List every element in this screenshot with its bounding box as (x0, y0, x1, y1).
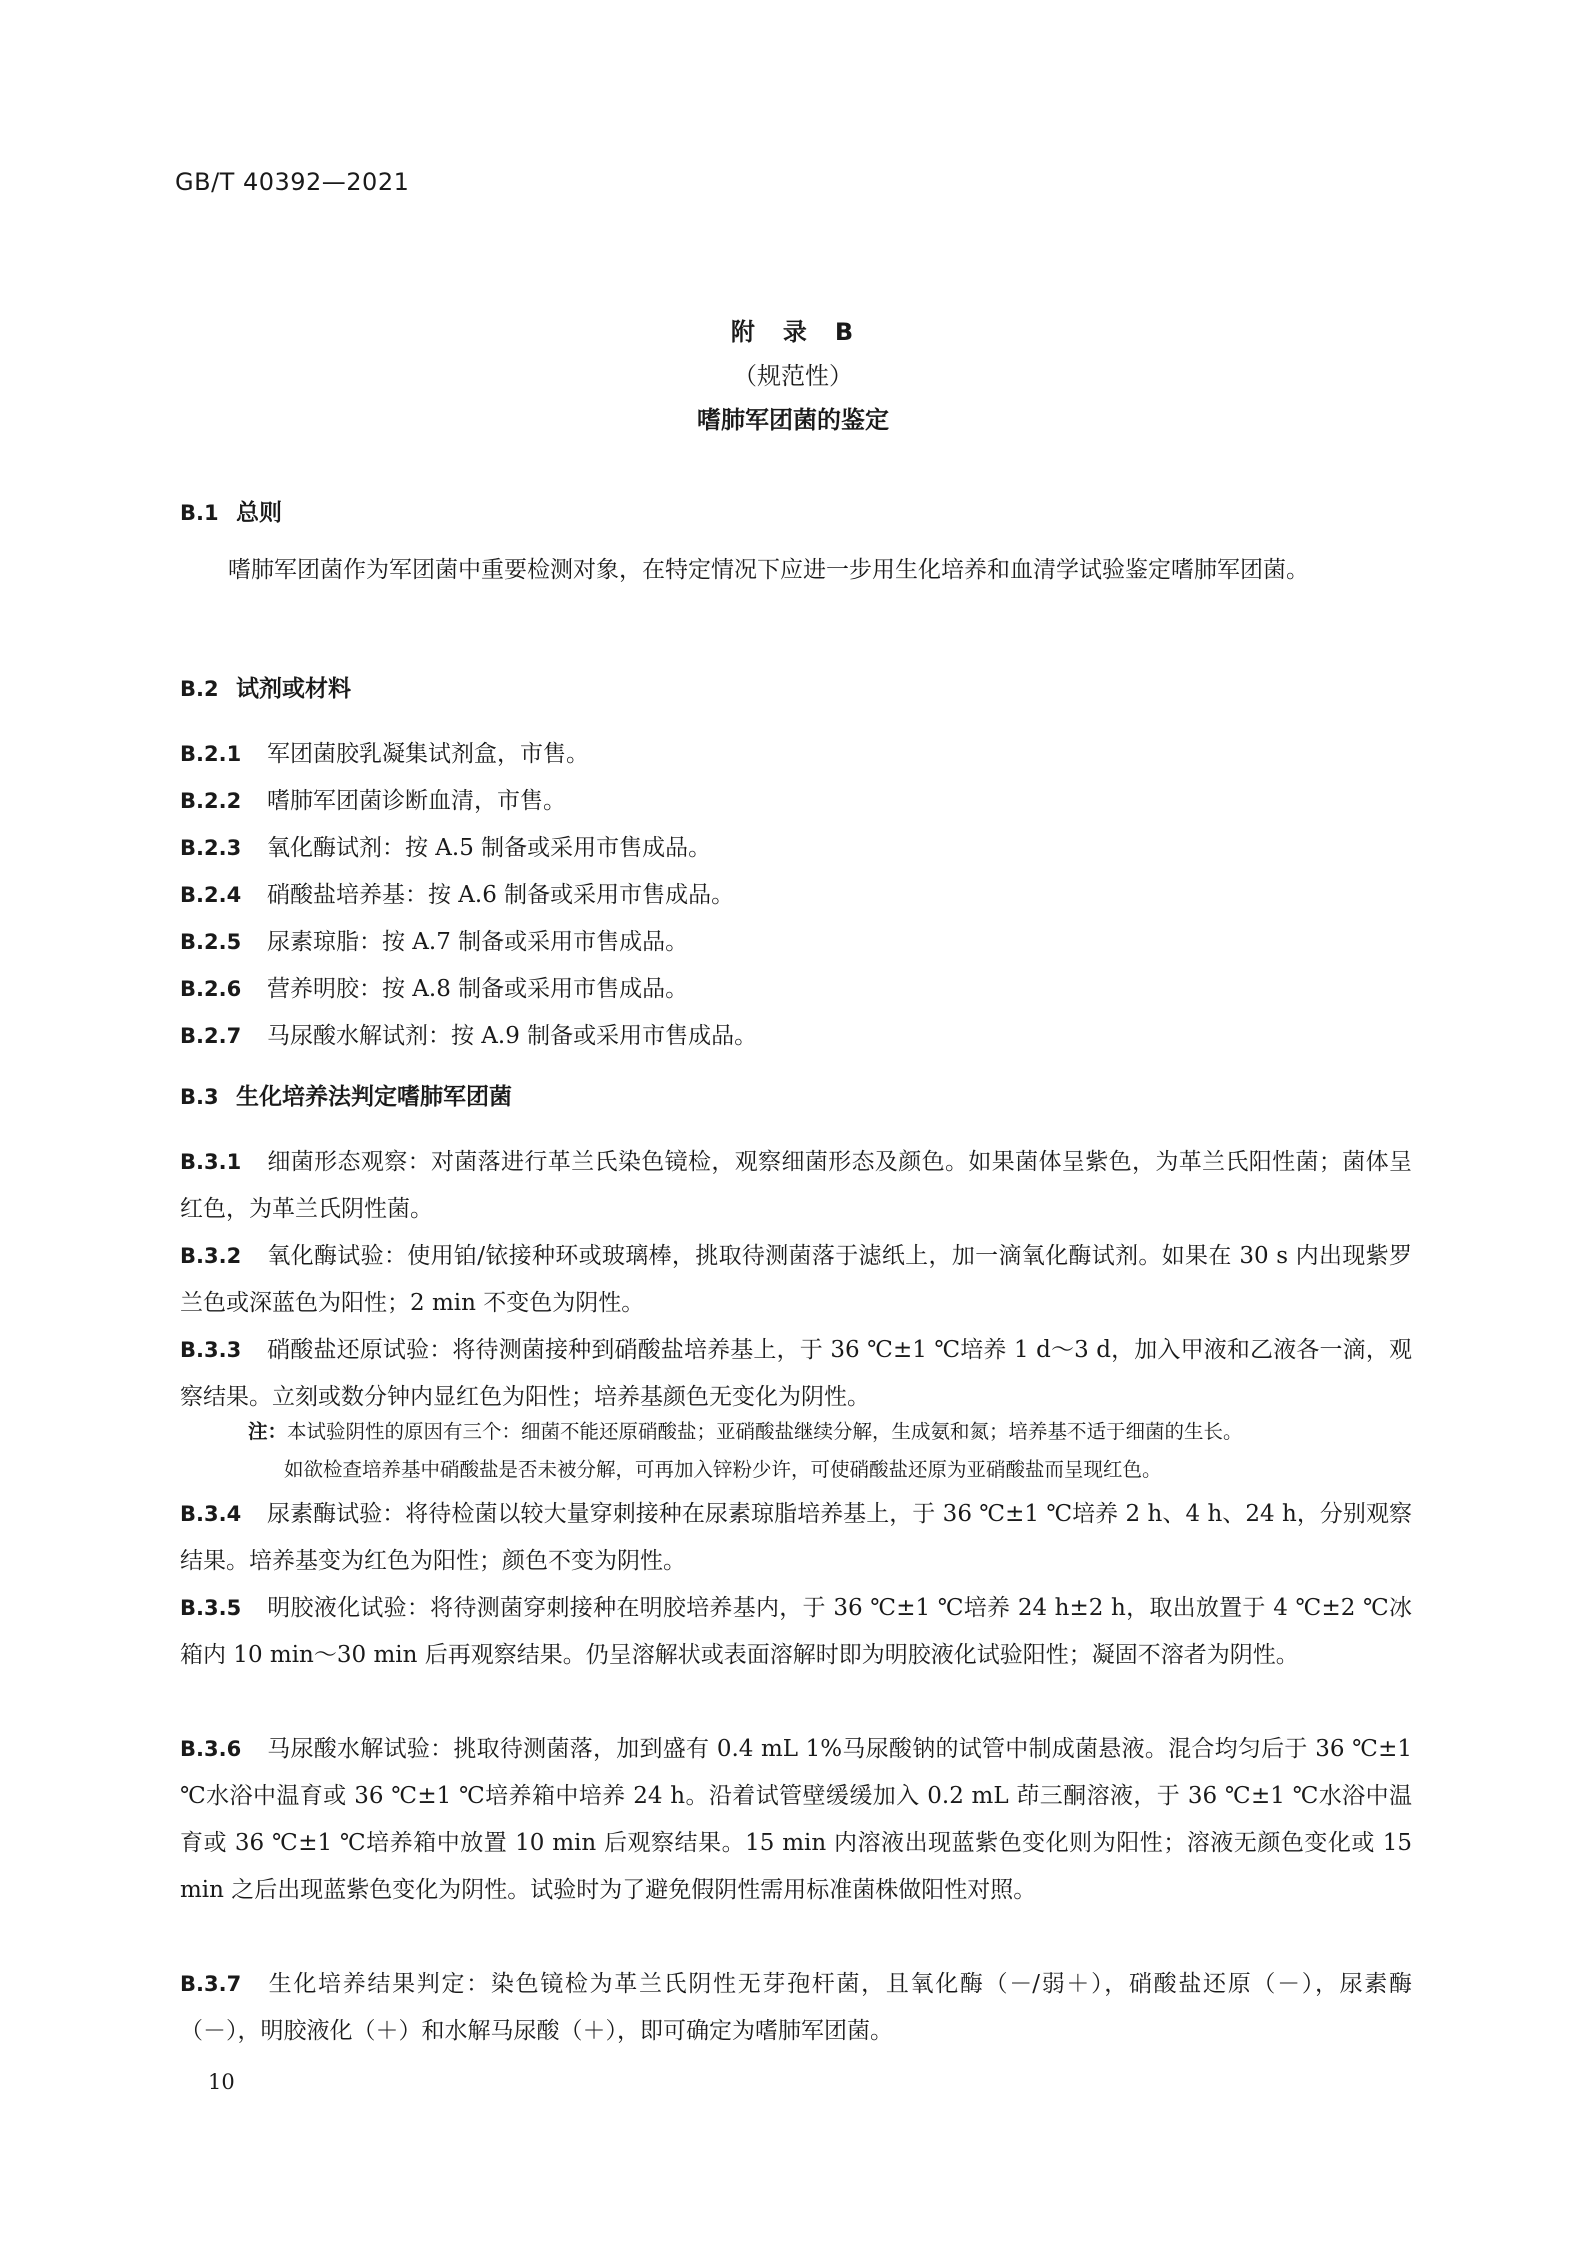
item-number: B.2.4 (180, 883, 242, 907)
item-number: B.2.7 (180, 1024, 242, 1048)
item-number: B.3.2 (180, 1244, 242, 1268)
item-number: B.3.5 (180, 1596, 242, 1620)
section-number: B.3 (180, 1085, 219, 1109)
note-label: 注： (248, 1420, 288, 1443)
note-text: 本试验阴性的原因有三个：细菌不能还原硝酸盐；亚硝酸盐继续分解，生成氨和氮；培养基不适于细菌的生长。 (287, 1420, 1243, 1443)
list-item (180, 778, 1412, 825)
section-heading-b2 (180, 670, 351, 703)
item-text: 氧化酶试剂：按 A.5 制备或采用市售成品。 (267, 835, 712, 861)
page-number: 10 (208, 2070, 235, 2094)
item-number: B.2.5 (180, 930, 242, 954)
section-heading-b1 (180, 494, 282, 527)
item-number: B.3.1 (180, 1150, 242, 1174)
item-text: 尿素酶试验：将待检菌以较大量穿刺接种在尿素琼脂培养基上，于 36 ℃±1 ℃培养 2 h、4 h、24 h，分别观察结果。培养基变为红色为阳性；颜色不变为阴性。 (180, 1501, 1412, 1574)
list-item (180, 1585, 1412, 1679)
list-item (180, 1013, 1412, 1060)
item-text: 军团菌胶乳凝集试剂盒，市售。 (267, 741, 589, 767)
item-text: 氧化酶试验：使用铂/铱接种环或玻璃棒，挑取待测菌落于滤纸上，加一滴氧化酶试剂。如果在 30 s 内出现紫罗兰色或深蓝色为阳性；2 min 不变色为阴性。 (180, 1243, 1412, 1316)
item-number: B.2.1 (180, 742, 242, 766)
list-item (180, 1327, 1412, 1421)
appendix-normativity: （规范性） (733, 362, 853, 390)
section-number: B.2 (180, 677, 219, 701)
section-number: B.1 (180, 501, 219, 525)
item-text: 细菌形态观察：对菌落进行革兰氏染色镜检，观察细菌形态及颜色。如果菌体呈紫色，为革兰氏阳性菌；菌体呈红色，为革兰氏阴性菌。 (180, 1149, 1412, 1222)
note-line: 如欲检查培养基中硝酸盐是否未被分解，可再加入锌粉少许，可使硝酸盐还原为亚硝酸盐而呈现红色。 (284, 1458, 1162, 1481)
item-text: 营养明胶：按 A.8 制备或采用市售成品。 (267, 976, 689, 1002)
note-block (248, 1413, 1412, 1489)
section-heading-b3 (180, 1078, 512, 1111)
list-item (180, 825, 1412, 872)
item-number: B.3.7 (180, 1972, 242, 1996)
section-b1-paragraph: 嗜肺军团菌作为军团菌中重要检测对象，在特定情况下应进一步用生化培养和血清学试验鉴定嗜肺军团菌。 (228, 557, 1309, 583)
list-item (180, 1139, 1412, 1233)
item-text: 嗜肺军团菌诊断血清，市售。 (267, 788, 566, 814)
list-item (180, 1233, 1412, 1327)
item-number: B.3.3 (180, 1338, 242, 1362)
standard-number: GB/T 40392—2021 (175, 168, 410, 196)
list-item (180, 1961, 1412, 2055)
section-title: 试剂或材料 (236, 676, 351, 702)
section-title: 总则 (236, 500, 282, 526)
item-text: 硝酸盐还原试验：将待测菌接种到硝酸盐培养基上，于 36 ℃±1 ℃培养 1 d～3 d，加入甲液和乙液各一滴，观察结果。立刻或数分钟内显红色为阳性；培养基颜色无变化为阴性。 (180, 1337, 1412, 1410)
list-item (180, 919, 1412, 966)
list-item (180, 966, 1412, 1013)
item-text: 明胶液化试验：将待测菌穿刺接种在明胶培养基内，于 36 ℃±1 ℃培养 24 h±2 h，取出放置于 4 ℃±2 ℃冰箱内 10 min～30 min 后再观察结果。仍呈溶解状或表面溶解时即为明胶液化试验阳性；凝固不溶者为阴性。 (180, 1595, 1412, 1668)
item-text: 硝酸盐培养基：按 A.6 制备或采用市售成品。 (267, 882, 735, 908)
item-text: 尿素琼脂：按 A.7 制备或采用市售成品。 (267, 929, 689, 955)
item-text: 马尿酸水解试验：挑取待测菌落，加到盛有 0.4 mL 1%马尿酸钠的试管中制成菌悬液。混合均匀后于 36 ℃±1 ℃水浴中温育或 36 ℃±1 ℃培养箱中培养 24 h。沿着试管壁缓缓加入 0.2 mL 茚三酮溶液，于 36 ℃±1 ℃水浴中温育或 36 ℃±1 ℃培养箱中放置 10 min 后观察结果。15 min 内溶液出现蓝紫色变化则为阳性；溶液无颜色变化或 15 min 之后出现蓝紫色变化为阴性。试验时为了避免假阴性需用标准菌株做阳性对照。 (180, 1736, 1412, 1903)
appendix-label: 附 录 B (730, 318, 856, 346)
item-number: B.3.4 (180, 1502, 242, 1526)
appendix-title: 嗜肺军团菌的鉴定 (697, 406, 889, 434)
item-number: B.3.6 (180, 1737, 242, 1761)
list-item (180, 1491, 1412, 1585)
list-item (180, 872, 1412, 919)
section-title: 生化培养法判定嗜肺军团菌 (236, 1084, 512, 1110)
list-item (180, 731, 1412, 778)
item-text: 生化培养结果判定：染色镜检为革兰氏阴性无芽孢杆菌，且氧化酶（－/弱＋），硝酸盐还原（－），尿素酶（－），明胶液化（＋）和水解马尿酸（＋），即可确定为嗜肺军团菌。 (180, 1971, 1412, 2044)
list-item (180, 1726, 1412, 1914)
note-line (248, 1413, 1412, 1451)
item-text: 马尿酸水解试剂：按 A.9 制备或采用市售成品。 (267, 1023, 758, 1049)
item-number: B.2.6 (180, 977, 242, 1001)
item-number: B.2.2 (180, 789, 242, 813)
item-number: B.2.3 (180, 836, 242, 860)
